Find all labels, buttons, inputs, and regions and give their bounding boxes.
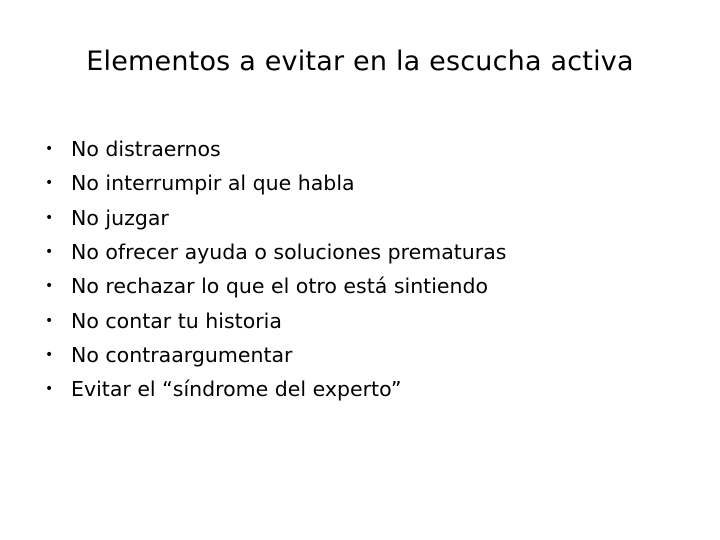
bullet-item bbox=[45, 132, 506, 166]
bullet-list bbox=[45, 132, 506, 406]
bullet-item bbox=[45, 303, 506, 337]
bullet-text: Evitar el “síndrome del experto” bbox=[71, 377, 402, 402]
bullet-icon: • bbox=[45, 278, 54, 295]
bullet-icon: • bbox=[45, 381, 54, 398]
bullet-icon: • bbox=[45, 141, 54, 158]
bullet-text: No distraernos bbox=[71, 137, 221, 162]
bullet-item bbox=[45, 372, 506, 406]
bullet-item bbox=[45, 201, 506, 235]
bullet-icon: • bbox=[45, 244, 54, 261]
bullet-item bbox=[45, 166, 506, 200]
bullet-text: No juzgar bbox=[71, 205, 169, 230]
bullet-item bbox=[45, 269, 506, 303]
bullet-item bbox=[45, 235, 506, 269]
bullet-icon: • bbox=[45, 346, 54, 363]
bullet-icon: • bbox=[45, 209, 54, 226]
bullet-text: No rechazar lo que el otro está sintiendo bbox=[71, 274, 489, 299]
bullet-text: No ofrecer ayuda o soluciones prematuras bbox=[71, 240, 507, 265]
bullet-text: No contar tu historia bbox=[71, 308, 282, 333]
bullet-text: No contraargumentar bbox=[71, 342, 293, 367]
bullet-icon: • bbox=[45, 312, 54, 329]
bullet-text: No interrumpir al que habla bbox=[71, 171, 355, 196]
bullet-item bbox=[45, 338, 506, 372]
bullet-icon: • bbox=[45, 175, 54, 192]
slide-title: Elementos a evitar en la escucha activa bbox=[86, 46, 634, 77]
